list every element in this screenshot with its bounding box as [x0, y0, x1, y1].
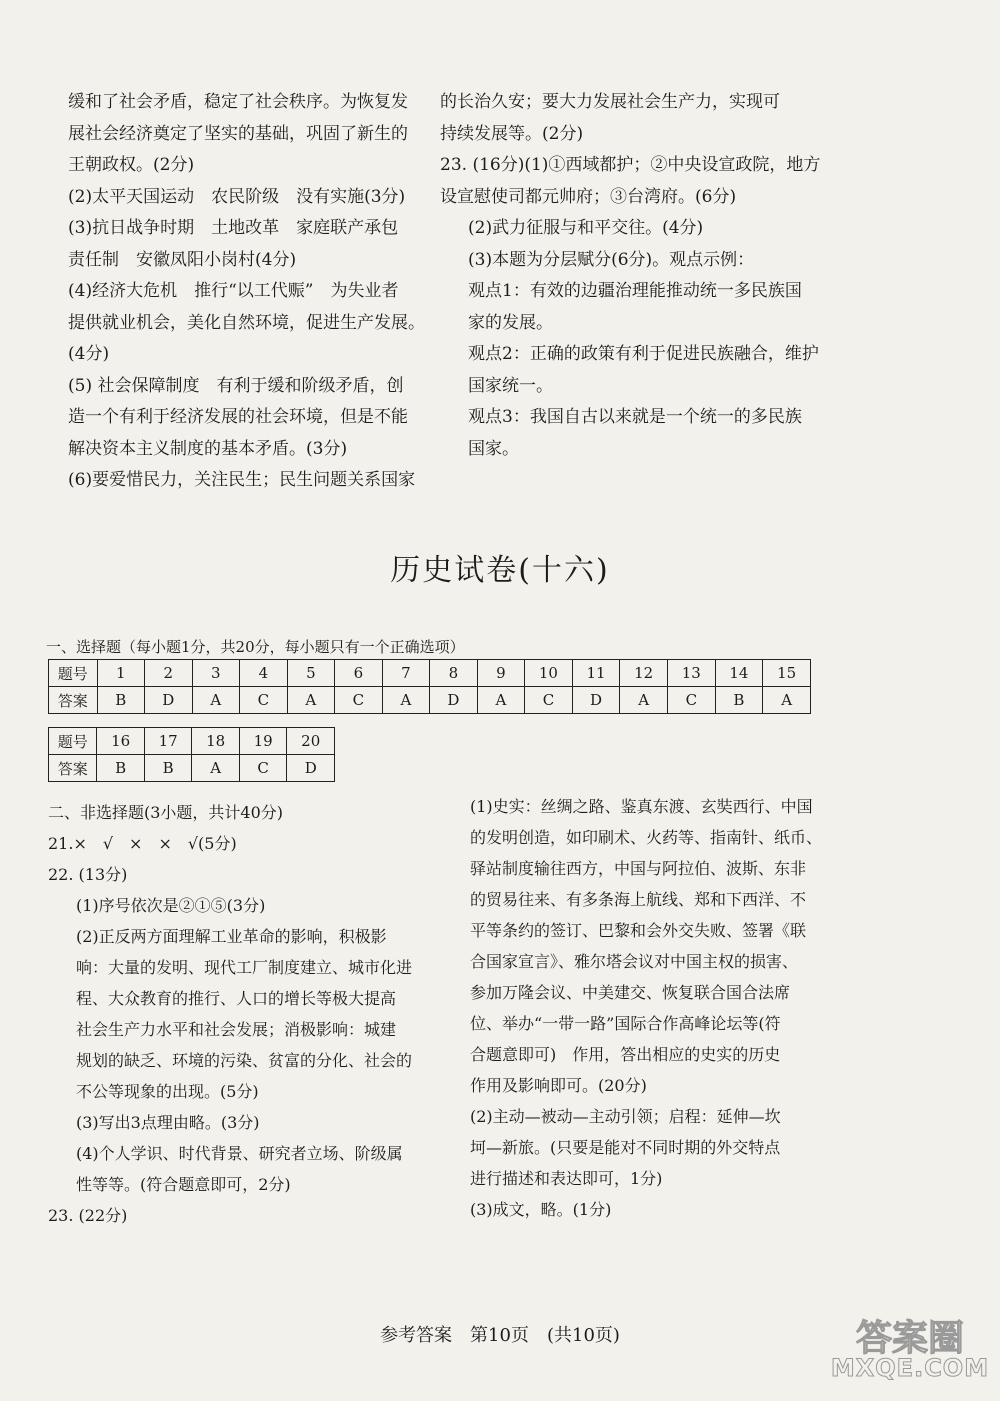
- text-line: (2)正反两方面理解工业革命的影响，积极影: [76, 927, 387, 946]
- text-line: 作用及影响即可。(20分): [470, 1076, 647, 1095]
- answer-cell: A: [192, 687, 240, 714]
- answer-cell: C: [240, 687, 288, 714]
- question-number-cell: 13: [668, 660, 716, 687]
- answer-cell: D: [145, 687, 193, 714]
- text-line: (4)个人学识、时代背景、研究者立场、阶级属: [76, 1144, 403, 1163]
- text-line: (3)写出3点理由略。(3分): [76, 1113, 260, 1132]
- top-left-column: [68, 87, 425, 497]
- text-line: 责任制 安徽凤阳小岗村(4分): [68, 249, 297, 270]
- question-number-cell: 19: [239, 728, 287, 755]
- watermark-logo: [830, 1310, 990, 1390]
- text-line: 的贸易往来、有多条海上航线、郑和下西洋、不: [470, 890, 807, 909]
- question-number-cell: 12: [620, 660, 668, 687]
- question-number-cell: 11: [572, 660, 620, 687]
- question-number-cell: 20: [287, 728, 335, 755]
- text-line: 王朝政权。(2分): [68, 155, 195, 175]
- text-line: 规划的缺乏、环境的污染、贫富的分化、社会的: [76, 1051, 413, 1070]
- bottom-left-column: [48, 797, 428, 1231]
- text-line: 驿站制度输往西方，中国与阿拉伯、波斯、东非: [470, 859, 807, 878]
- paper-title: 历史试卷(十六): [390, 553, 610, 588]
- text-line: 程、大众教育的推行、人口的增长等极大提高: [76, 989, 397, 1008]
- watermark-bottom: MXQE.COM: [830, 1354, 990, 1382]
- text-line: 二、非选择题(3小题，共计40分): [48, 803, 284, 822]
- answer-cell: C: [525, 687, 573, 714]
- answer-cell: C: [335, 687, 383, 714]
- answer-table-1: [48, 659, 811, 714]
- question-number-cell: 14: [715, 660, 763, 687]
- text-line: (5) 社会保障制度 有利于缓和阶级矛盾，创: [68, 375, 404, 396]
- section-heading-choice: 一、选择题（每小题1分，共20分，每小题只有一个正确选项）: [46, 638, 465, 656]
- text-line: 解决资本主义制度的基本矛盾。(3分): [68, 438, 348, 459]
- answer-cell: B: [144, 755, 192, 782]
- text-line: 观点2：正确的政策有利于促进民族融合，维护: [468, 344, 819, 364]
- text-line: 响：大量的发明、现代工厂制度建立、城市化进: [76, 958, 413, 977]
- question-number-cell: 10: [525, 660, 573, 687]
- text-line: (4分): [68, 344, 110, 364]
- question-number-cell: 15: [763, 660, 811, 687]
- text-line: 合题意即可) 作用，答出相应的史实的历史: [470, 1045, 781, 1064]
- question-number-cell: 7: [382, 660, 430, 687]
- answer-cell: B: [97, 687, 145, 714]
- text-line: 不公等现象的出现。(5分): [76, 1082, 259, 1101]
- answer-cell: A: [763, 687, 811, 714]
- text-line: 23. (16分)(1)①西域都护；②中央设宣政院，地方: [440, 155, 821, 175]
- table-header-num: 题号: [49, 728, 97, 755]
- text-line: 性等等。(符合题意即可，2分): [76, 1175, 291, 1194]
- text-line: 参加万隆会议、中美建交、恢复联合国合法席: [470, 983, 791, 1002]
- question-number-cell: 1: [97, 660, 145, 687]
- text-line: 家的发展。: [468, 312, 553, 333]
- question-number-cell: 2: [145, 660, 193, 687]
- text-line: (2)太平天国运动 农民阶级 没有实施(3分): [68, 186, 406, 207]
- answer-cell: A: [477, 687, 525, 714]
- question-number-cell: 18: [192, 728, 240, 755]
- answer-cell: C: [668, 687, 716, 714]
- top-right-column: [440, 87, 820, 465]
- question-number-cell: 9: [477, 660, 525, 687]
- text-line: 国家。: [468, 438, 519, 459]
- answer-cell: D: [572, 687, 620, 714]
- answer-cell: D: [287, 755, 335, 782]
- text-line: 观点1：有效的边疆治理能推动统一多民族国: [468, 281, 802, 301]
- text-line: (1)史实：丝绸之路、鉴真东渡、玄奘西行、中国: [470, 797, 813, 816]
- question-number-cell: 5: [287, 660, 335, 687]
- text-line: 国家统一。: [468, 375, 553, 396]
- text-line: 22. (13分): [48, 865, 128, 884]
- table-header-ans: 答案: [49, 687, 98, 714]
- question-number-cell: 3: [192, 660, 240, 687]
- text-line: 23. (22分): [48, 1206, 128, 1225]
- text-line: (1)序号依次是②①⑤(3分): [76, 896, 266, 915]
- answer-cell: A: [382, 687, 430, 714]
- bottom-right-column: [470, 791, 823, 1225]
- question-number-cell: 6: [335, 660, 383, 687]
- text-line: 合国家宣言》、雅尔塔会议对中国主权的损害、: [470, 952, 799, 971]
- table-header-ans: 答案: [49, 755, 97, 782]
- text-line: 展社会经济奠定了坚实的基础，巩固了新生的: [68, 123, 408, 144]
- text-line: 的发明创造，如印刷术、火药等、指南针、纸币、: [470, 828, 823, 847]
- text-line: (4)经济大危机 推行“以工代赈” 为失业者: [68, 281, 399, 301]
- question-number-cell: 4: [240, 660, 288, 687]
- text-line: (3)成文，略。(1分): [470, 1200, 612, 1219]
- text-line: 坷—新旅。(只要是能对不同时期的外交特点: [470, 1138, 781, 1157]
- answer-cell: B: [715, 687, 763, 714]
- text-line: 持续发展等。(2分): [440, 123, 584, 144]
- text-line: (3)抗日战争时期 土地改革 家庭联产承包: [68, 218, 399, 238]
- answer-cell: D: [430, 687, 478, 714]
- text-line: 社会生产力水平和社会发展；消极影响：城建: [76, 1020, 397, 1039]
- table-header-num: 题号: [49, 660, 98, 687]
- text-line: 位、举办“一带一路”国际合作高峰论坛等(符: [470, 1014, 781, 1033]
- text-line: (6)要爱惜民力，关注民生；民生问题关系国家: [68, 470, 416, 490]
- answer-cell: C: [239, 755, 287, 782]
- watermark-top: 答案圈: [855, 1318, 964, 1359]
- page-footer: 参考答案 第10页 (共10页): [380, 1325, 620, 1346]
- text-line: 观点3：我国自古以来就是一个统一的多民族: [468, 407, 802, 427]
- text-line: 设宣慰使司都元帅府；③台湾府。(6分): [440, 186, 737, 207]
- answer-cell: A: [620, 687, 668, 714]
- text-line: 进行描述和表达即可，1分): [470, 1169, 663, 1188]
- question-number-cell: 16: [97, 728, 145, 755]
- answer-cell: B: [97, 755, 145, 782]
- text-line: 平等条约的签订、巴黎和会外交失败、签署《联: [470, 921, 807, 940]
- text-line: 的长治久安；要大力发展社会生产力，实现可: [440, 92, 780, 112]
- text-line: 提供就业机会，美化自然环境，促进生产发展。: [68, 312, 425, 333]
- text-line: 造一个有利于经济发展的社会环境，但是不能: [68, 407, 408, 427]
- text-line: (3)本题为分层赋分(6分)。观点示例：: [468, 249, 755, 270]
- question-number-cell: 17: [144, 728, 192, 755]
- text-line: 21.× √ × × √(5分): [48, 834, 237, 853]
- answer-cell: A: [192, 755, 240, 782]
- text-line: (2)主动—被动—主动引领；启程：延伸—坎: [470, 1107, 781, 1126]
- question-number-cell: 8: [430, 660, 478, 687]
- text-line: (2)武力征服与和平交往。(4分): [468, 218, 704, 238]
- answer-table-2: [48, 727, 335, 782]
- text-line: 缓和了社会矛盾，稳定了社会秩序。为恢复发: [68, 92, 408, 112]
- answer-cell: A: [287, 687, 335, 714]
